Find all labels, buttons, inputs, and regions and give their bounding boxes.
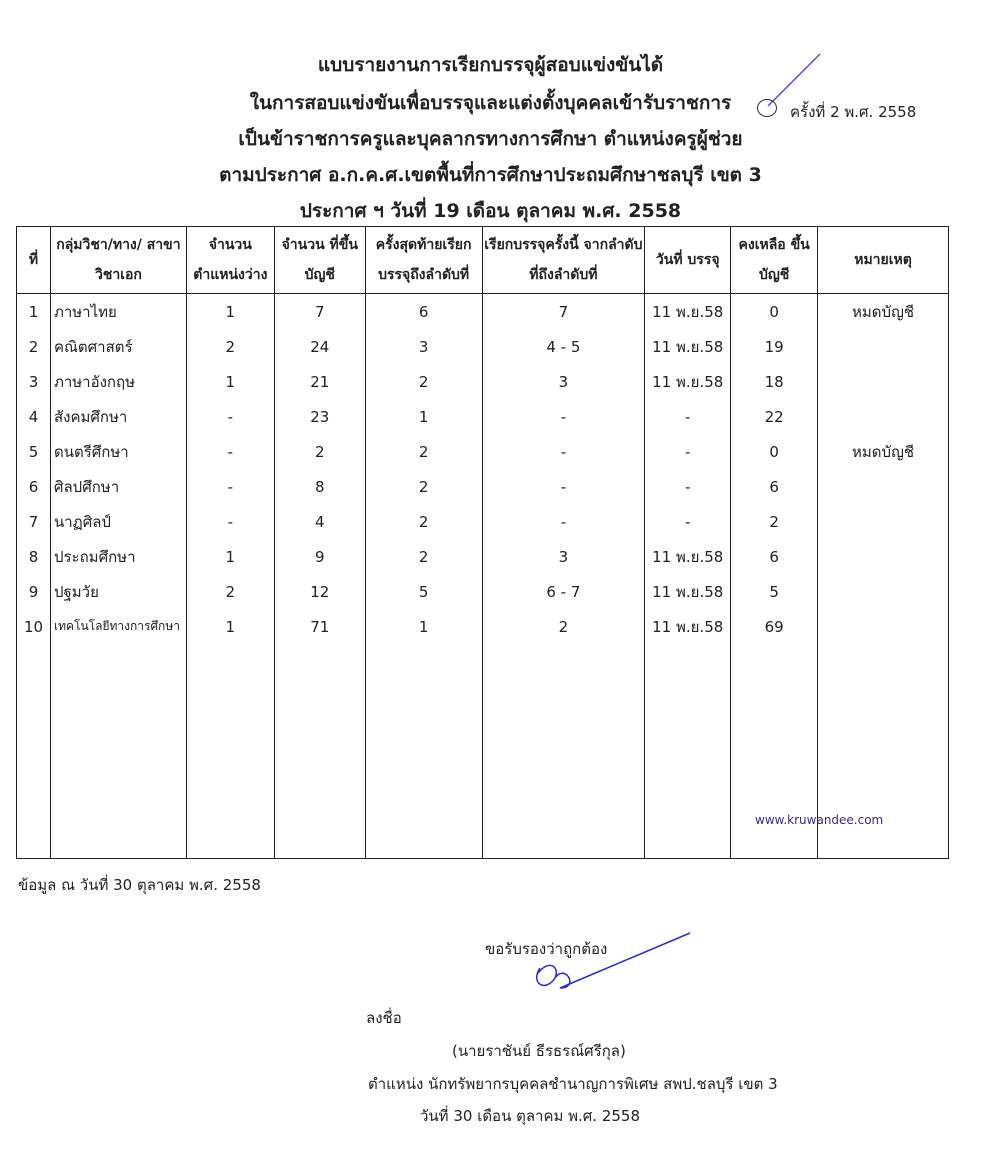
cell-remaining: 5	[731, 574, 818, 609]
cell-remaining: 0	[731, 434, 818, 469]
cell-listed: 23	[274, 399, 365, 434]
cell-no: 5	[17, 434, 51, 469]
cell-date: -	[645, 504, 731, 539]
table-row	[17, 609, 949, 644]
table-header-row	[17, 227, 949, 294]
cell-listed: 12	[274, 574, 365, 609]
cell-remark	[818, 574, 949, 609]
cell-remaining: 2	[731, 504, 818, 539]
cell-no: 8	[17, 539, 51, 574]
table-row	[17, 504, 949, 539]
round-label: ครั้งที่ 2 พ.ศ. 2558	[790, 103, 917, 121]
cell-remaining: 0	[731, 294, 818, 330]
cell-last-called: 2	[365, 364, 482, 399]
cell-no: 4	[17, 399, 51, 434]
cell-last-called: 2	[365, 434, 482, 469]
cell-remark	[818, 329, 949, 364]
cell-vacancies: 1	[186, 364, 274, 399]
cell-remark	[818, 364, 949, 399]
header-remark: หมายเหตุ	[818, 227, 949, 294]
cell-remaining: 6	[731, 539, 818, 574]
cell-date: 11 พ.ย.58	[645, 574, 731, 609]
cell-listed: 7	[274, 294, 365, 330]
cell-no: 2	[17, 329, 51, 364]
cell-remaining: 22	[731, 399, 818, 434]
cell-vacancies: -	[186, 434, 274, 469]
round-circle-mark	[757, 99, 777, 117]
cell-subject: นาฏศิลป์	[50, 504, 186, 539]
table-row	[17, 469, 949, 504]
cell-date: 11 พ.ย.58	[645, 294, 731, 330]
table-row	[17, 399, 949, 434]
cell-this-call: 2	[482, 609, 645, 644]
cell-this-call: -	[482, 399, 645, 434]
cell-no: 10	[17, 609, 51, 644]
cell-last-called: 1	[365, 399, 482, 434]
cell-last-called: 1	[365, 609, 482, 644]
cell-remark	[818, 469, 949, 504]
report-subtitle-1: ในการสอบแข่งขันเพื่อบรรจุและแต่งตั้งบุคคลเข้ารับราชการ	[249, 92, 732, 114]
cell-subject: สังคมศึกษา	[50, 399, 186, 434]
table-row	[17, 329, 949, 364]
table-row	[17, 539, 949, 574]
cell-last-called: 6	[365, 294, 482, 330]
cell-listed: 8	[274, 469, 365, 504]
cell-remaining: 19	[731, 329, 818, 364]
cell-vacancies: 2	[186, 574, 274, 609]
report-subtitle-3: ตามประกาศ อ.ก.ค.ศ.เขตพื้นที่การศึกษาประถมศึกษาชลบุรี เขต 3	[219, 164, 762, 186]
signer-position: ตำแหน่ง นักทรัพยากรบุคคลชำนาญการพิเศษ สพป.ชลบุรี เขต 3	[368, 1075, 778, 1093]
sign-label: ลงชื่อ	[366, 1009, 402, 1027]
cell-remark: หมดบัญชี	[818, 294, 949, 330]
cell-vacancies: -	[186, 399, 274, 434]
cell-date: -	[645, 399, 731, 434]
certify-text: ขอรับรองว่าถูกต้อง	[485, 940, 608, 958]
header-subject: กลุ่มวิชา/ทาง/ สาขาวิชาเอก	[50, 227, 186, 294]
cell-no: 3	[17, 364, 51, 399]
cell-this-call: 3	[482, 539, 645, 574]
table-row	[17, 364, 949, 399]
cell-subject: ภาษาไทย	[50, 294, 186, 330]
cell-no: 9	[17, 574, 51, 609]
header-no: ที่	[17, 227, 51, 294]
cell-no: 7	[17, 504, 51, 539]
cell-vacancies: 1	[186, 609, 274, 644]
watermark-url: www.kruwandee.com	[755, 813, 884, 827]
cell-last-called: 5	[365, 574, 482, 609]
cell-remark	[818, 539, 949, 574]
cell-listed: 24	[274, 329, 365, 364]
cell-this-call: 4 - 5	[482, 329, 645, 364]
cell-no: 6	[17, 469, 51, 504]
header-remaining: คงเหลือ ขึ้นบัญชี	[731, 227, 818, 294]
signature-image	[520, 928, 710, 998]
cell-subject: ศิลปศึกษา	[50, 469, 186, 504]
signer-name: (นายราชันย์ ธีรธรณ์ศรีกุล)	[452, 1042, 626, 1060]
cell-last-called: 2	[365, 539, 482, 574]
announcement-date: ประกาศ ฯ วันที่ 19 เดือน ตุลาคม พ.ศ. 2558	[299, 200, 682, 222]
cell-vacancies: 1	[186, 294, 274, 330]
cell-remaining: 6	[731, 469, 818, 504]
cell-subject: คณิตศาสตร์	[50, 329, 186, 364]
cell-remaining: 18	[731, 364, 818, 399]
cell-remark	[818, 609, 949, 644]
header-this-call: เรียกบรรจุครั้งนี้ จากลำดับที่ถึงลำดับที่	[482, 227, 645, 294]
cell-remark	[818, 504, 949, 539]
header-date: วันที่ บรรจุ	[645, 227, 731, 294]
cell-remark: หมดบัญชี	[818, 434, 949, 469]
cell-last-called: 2	[365, 469, 482, 504]
cell-this-call: -	[482, 434, 645, 469]
cell-date: 11 พ.ย.58	[645, 539, 731, 574]
header-last-called: ครั้งสุดท้ายเรียก บรรจุถึงลำดับที่	[365, 227, 482, 294]
cell-listed: 9	[274, 539, 365, 574]
recruitment-table	[16, 226, 949, 859]
cell-date: -	[645, 469, 731, 504]
cell-subject: ภาษาอังกฤษ	[50, 364, 186, 399]
cell-date: -	[645, 434, 731, 469]
cell-remaining: 69	[731, 609, 818, 644]
cell-remark	[818, 399, 949, 434]
table-row	[17, 434, 949, 469]
cell-this-call: 6 - 7	[482, 574, 645, 609]
cell-last-called: 2	[365, 504, 482, 539]
cell-listed: 21	[274, 364, 365, 399]
cell-subject: ปฐมวัย	[50, 574, 186, 609]
cell-this-call: 7	[482, 294, 645, 330]
cell-last-called: 3	[365, 329, 482, 364]
cell-date: 11 พ.ย.58	[645, 329, 731, 364]
cell-vacancies: -	[186, 504, 274, 539]
cell-subject: ประถมศึกษา	[50, 539, 186, 574]
header-vacancies: จำนวน ตำแหน่งว่าง	[186, 227, 274, 294]
cell-listed: 71	[274, 609, 365, 644]
header-listed: จำนวน ที่ขึ้นบัญชี	[274, 227, 365, 294]
cell-listed: 4	[274, 504, 365, 539]
cell-vacancies: -	[186, 469, 274, 504]
signed-date: วันที่ 30 เดือน ตุลาคม พ.ศ. 2558	[420, 1107, 641, 1125]
cell-subject: ดนตรีศึกษา	[50, 434, 186, 469]
cell-date: 11 พ.ย.58	[645, 609, 731, 644]
cell-this-call: 3	[482, 364, 645, 399]
report-subtitle-2: เป็นข้าราชการครูและบุคลากรทางการศึกษา ตำแหน่งครูผู้ช่วย	[238, 128, 743, 150]
cell-this-call: -	[482, 469, 645, 504]
cell-no: 1	[17, 294, 51, 330]
cell-date: 11 พ.ย.58	[645, 364, 731, 399]
table-row	[17, 574, 949, 609]
cell-listed: 2	[274, 434, 365, 469]
report-title: แบบรายงานการเรียกบรรจุผู้สอบแข่งขันได้	[317, 54, 664, 76]
cell-vacancies: 1	[186, 539, 274, 574]
cell-subject: เทคโนโลยีทางการศึกษา	[50, 609, 186, 644]
table-row	[17, 294, 949, 330]
cell-this-call: -	[482, 504, 645, 539]
cell-vacancies: 2	[186, 329, 274, 364]
data-as-of: ข้อมูล ณ วันที่ 30 ตุลาคม พ.ศ. 2558	[18, 876, 261, 894]
